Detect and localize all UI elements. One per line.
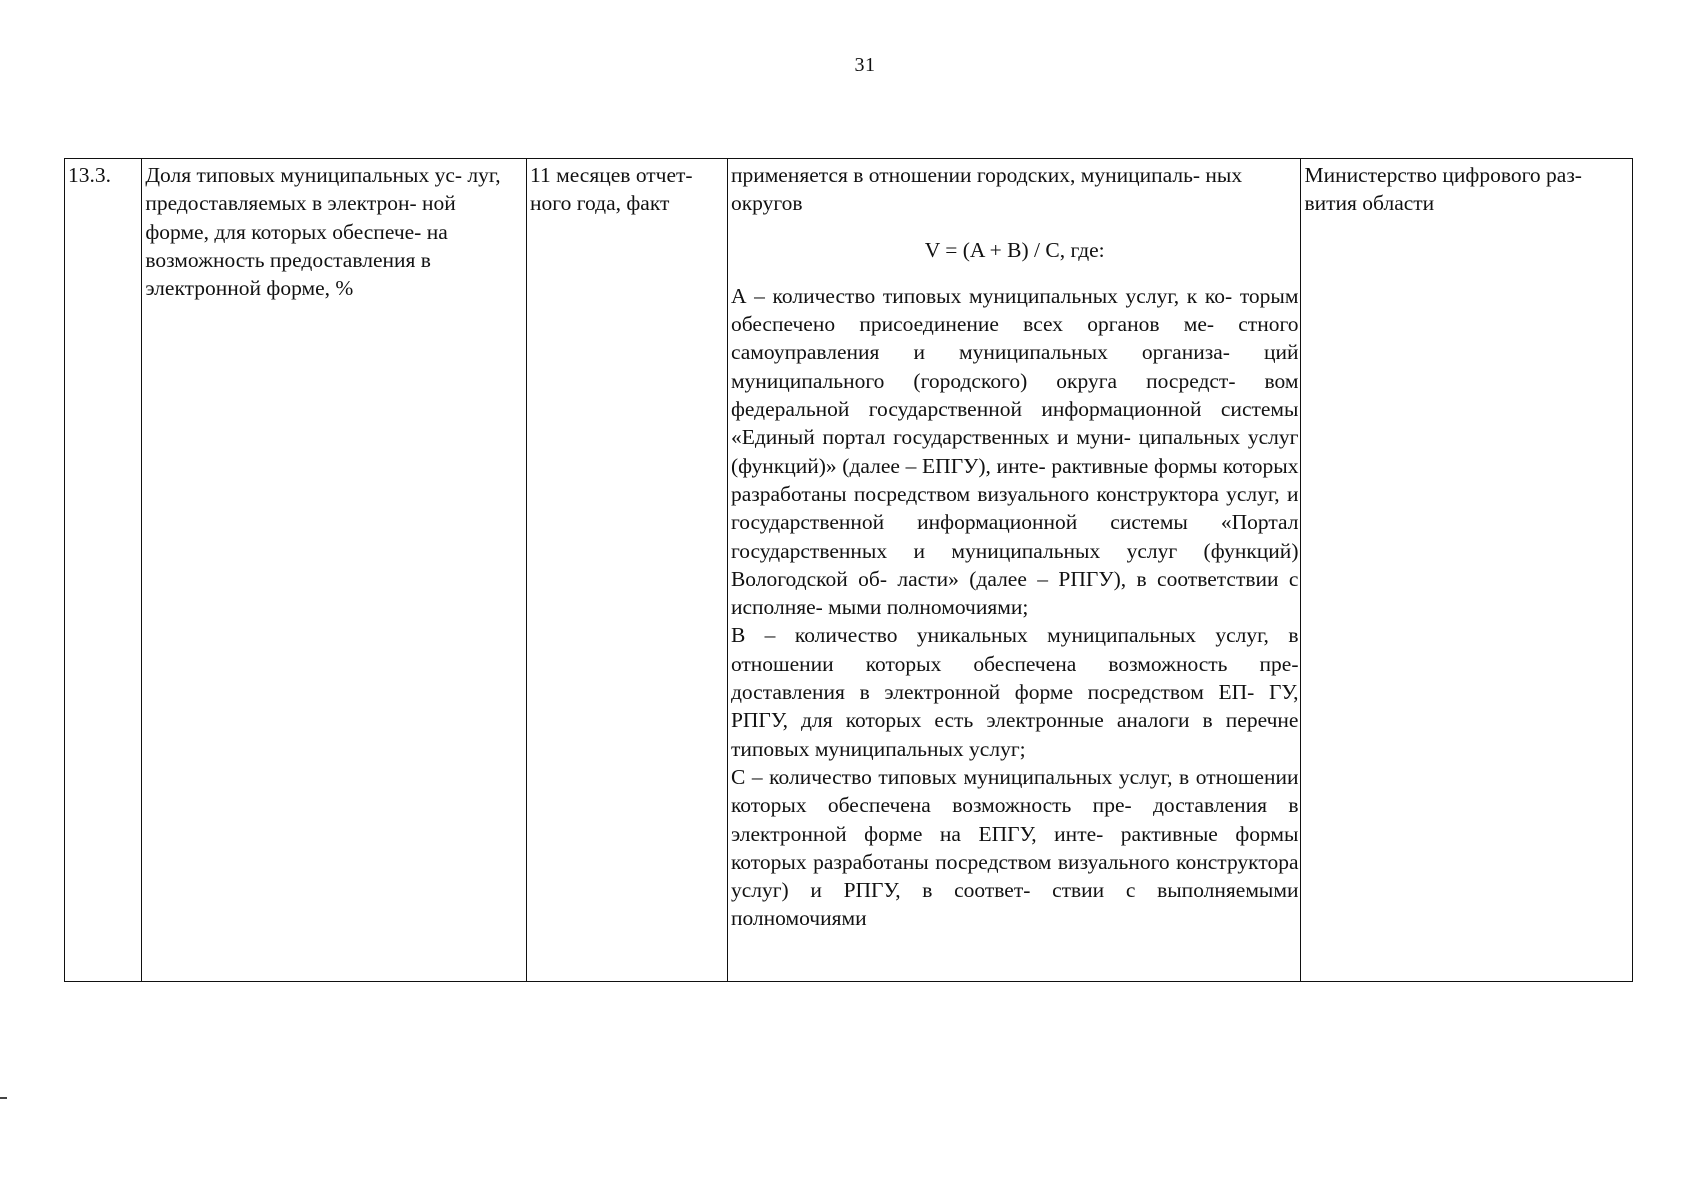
definition-c: С – количество типовых муниципальных услуг, в отношении которых обеспечена возможность пре- доставления в электронной форме на ЕПГУ, инте- рактивные формы которых разработаны посредством визуального конструктора услуг) и РПГУ, в соответ- ствии с выполняемыми полномочиями — [730, 764, 1299, 931]
responsible-body: Министерство цифрового раз- вития области — [1304, 163, 1582, 216]
method-intro: применяется в отношении городских, муниципаль- ных округов — [730, 163, 1243, 216]
definition-a: А – количество типовых муниципальных услуг, к ко- торым обеспечено присоединение всех органов ме- стного самоуправления и муниципальных организа- ций муниципального (городского) округа посредст- вом федеральной государственной информационной системы «Единый портал государственных и муни- ципальных услуг (функций)» (далее – ЕПГУ), инте- рактивные формы которых разработаны посредством визуального конструктора услуг, и государственной информационной системы «Портал государственных и муниципальных услуг (функций) Вологодской об- ласти» (далее – РПГУ), в соответствии с исполняе- мыми полномочиями; — [730, 283, 1299, 620]
indicator-name: Доля типовых муниципальных ус- луг, предоставляемых в электрон- ной форме, для которых обеспече- на возможность предоставления в электронной форме, % — [145, 163, 501, 301]
method-cell — [727, 159, 1301, 982]
definition-b: В – количество уникальных муниципальных услуг, в отношении которых обеспечена возможность пре- доставления в электронной форме посредством ЕП- ГУ, РПГУ, для которых есть электронные аналоги в перечне типовых муниципальных услуг; — [730, 623, 1299, 761]
row-number-cell — [65, 159, 142, 982]
reporting-period: 11 месяцев отчет- ного года, факт — [530, 163, 693, 216]
table-row — [65, 159, 1633, 982]
scan-edge-mark — [0, 1097, 7, 1099]
formula: V = (A + B) / C, где: — [924, 237, 1105, 262]
responsible-cell — [1301, 159, 1633, 982]
page-number: 31 — [854, 54, 876, 76]
indicator-name-cell — [142, 159, 527, 982]
row-number: 13.3. — [68, 163, 111, 187]
indicator-table — [64, 158, 1633, 982]
period-cell — [527, 159, 728, 982]
